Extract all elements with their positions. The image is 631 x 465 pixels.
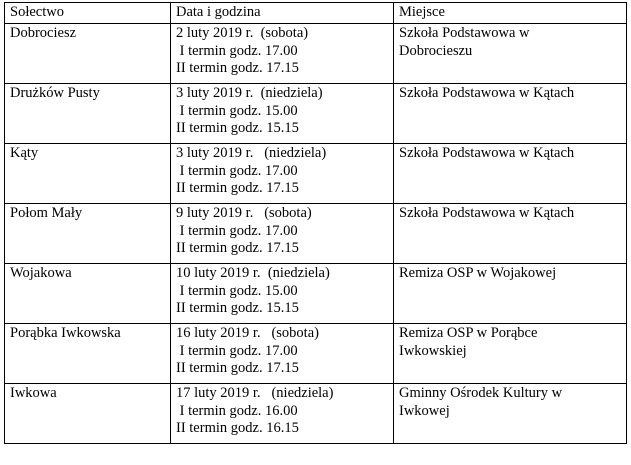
date-line: 10 luty 2019 r. (niedziela) [176,265,330,281]
table-row [5,384,627,444]
date-line: 17 luty 2019 r. (niedziela) [176,385,334,401]
first-term-line: I termin godz. 17.00 [176,42,298,59]
header-solectwo: Sołectwo [5,3,171,24]
date-time-cell [171,264,394,324]
place-line: Remiza OSP w Porąbce [399,325,538,341]
date-line: 3 luty 2019 r. (niedziela) [176,145,327,161]
second-term-line: II termin godz. 17.15 [176,60,299,76]
date-time-cell [171,144,394,204]
solectwo-cell: Iwkowa [5,384,171,444]
solectwo-cell: Połom Mały [5,204,171,264]
place-line-continued: Iwkowskiej [399,342,467,359]
second-term-line: II termin godz. 17.15 [176,360,299,376]
place-cell [394,264,627,324]
date-time-cell [171,84,394,144]
first-term-line: I termin godz. 16.00 [176,402,298,419]
second-term-line: II termin godz. 17.15 [176,240,299,256]
first-term-line: I termin godz. 15.00 [176,282,298,299]
date-line: 9 luty 2019 r. (sobota) [176,205,312,221]
second-term-line: II termin godz. 15.15 [176,300,299,316]
place-cell [394,144,627,204]
solectwo-cell: Wojakowa [5,264,171,324]
second-term-line: II termin godz. 16.15 [176,420,299,436]
place-line-continued: Iwkowej [399,402,450,419]
place-cell [394,384,627,444]
table-row [5,84,627,144]
solectwo-cell: Kąty [5,144,171,204]
header-miejsce: Miejsce [394,3,627,24]
place-cell [394,204,627,264]
solectwo-cell: Porąbka Iwkowska [5,324,171,384]
second-term-line: II termin godz. 15.15 [176,120,299,136]
place-cell [394,24,627,84]
first-term-line: I termin godz. 17.00 [176,162,298,179]
table-row [5,144,627,204]
place-cell [394,324,627,384]
date-line: 3 luty 2019 r. (niedziela) [176,85,323,101]
table-row [5,24,627,84]
first-term-line: I termin godz. 17.00 [176,222,298,239]
date-line: 16 luty 2019 r. (sobota) [176,325,319,341]
date-time-cell [171,324,394,384]
header-data-i-godzina: Data i godzina [171,3,394,24]
place-line: Szkoła Podstawowa w [399,25,530,41]
place-line: Szkoła Podstawowa w Kątach [399,145,575,161]
table-row [5,264,627,324]
date-time-cell [171,204,394,264]
table-row [5,204,627,264]
solectwo-cell: Dobrociesz [5,24,171,84]
date-time-cell [171,24,394,84]
first-term-line: I termin godz. 17.00 [176,342,298,359]
place-line: Szkoła Podstawowa w Kątach [399,205,575,221]
place-line: Remiza OSP w Wojakowej [399,265,557,281]
second-term-line: II termin godz. 17.15 [176,180,299,196]
date-line: 2 luty 2019 r. (sobota) [176,25,309,41]
place-cell [394,84,627,144]
table-row [5,324,627,384]
solectwo-cell: Drużków Pusty [5,84,171,144]
table-header-row [5,3,627,24]
place-line: Gminny Ośrodek Kultury w [399,385,563,401]
place-line-continued: Dobrocieszu [399,42,473,59]
date-time-cell [171,384,394,444]
meeting-schedule-table [4,2,627,444]
place-line: Szkoła Podstawowa w Kątach [399,85,575,101]
first-term-line: I termin godz. 15.00 [176,102,298,119]
